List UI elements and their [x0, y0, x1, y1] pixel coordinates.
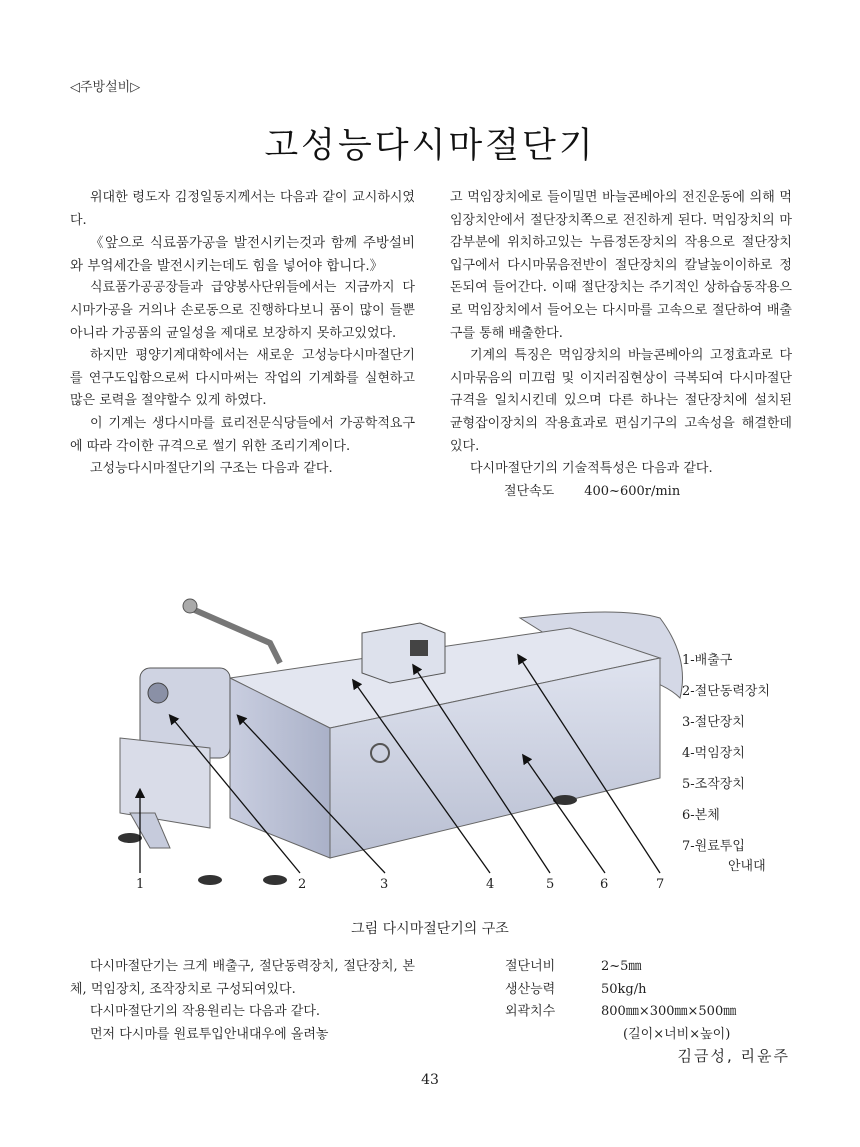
spec-row: [505, 1001, 795, 1024]
callout-number: 3: [380, 877, 389, 892]
section-tag: ◁주방설비▷: [70, 80, 141, 95]
legend-item: 7-원료투입: [682, 839, 745, 854]
paragraph: 위대한 령도자 김정일동지께서는 다음과 같이 교시하시였다.: [70, 190, 415, 228]
speed-spec: [450, 481, 792, 504]
callout-number: 7: [656, 877, 665, 892]
paragraph: 다시마절단기는 크게 배출구, 절단동력장치, 절단장치, 본체, 먹임장치, 조작장치로 구성되여있다.: [70, 959, 415, 997]
callout-number: 2: [298, 877, 307, 892]
right-column: [450, 187, 792, 503]
machine-drawing: [118, 599, 683, 885]
figure-legend: [682, 652, 770, 874]
spec-value: 800㎜×300㎜×500㎜: [601, 1004, 737, 1020]
spec-label: 생산능력: [505, 981, 556, 997]
authors: 김금성, 리윤주: [677, 1047, 790, 1065]
speed-value: 400~600r/min: [584, 483, 681, 499]
legend-item: 안내대: [728, 859, 766, 874]
spec-value: 50kg/h: [601, 981, 647, 997]
legend-item: 6-본체: [682, 808, 720, 823]
paragraph: 기계의 특징은 먹임장치의 바늘콘베아의 고정효과로 다시마묶음의 미끄럼 및 이지러짐현상이 극복되여 다시마절단규격을 일치시킨데 있으며 다른 하나는 절단장치에 설치된 균형잡이장치의 작용효과로 편심기구의 고속성을 해결한데 있다.: [450, 348, 792, 454]
paragraph: 이 기계는 생다시마를 료리전문식당들에서 가공학적요구에 따라 각이한 규격으로 썰기 위한 조리기계이다.: [70, 415, 415, 454]
left-column: [70, 187, 415, 481]
quote-paragraph: 《앞으로 식료품가공을 발전시키는것과 함께 주방설비와 부엌세간을 발전시키는데도 힘을 넣어야 합니다.》: [70, 235, 415, 274]
bottom-left-column: [70, 956, 415, 1046]
spec-label: 외곽치수: [505, 1004, 556, 1020]
spec-label: 절단너비: [505, 959, 556, 974]
paragraph: 다시마절단기의 작용원리는 다음과 같다.: [90, 1004, 321, 1020]
spec-row: [505, 956, 795, 979]
paragraph: 식료품가공공장들과 급양봉사단위들에서는 지금까지 다시마가공을 거의나 손로동으로 진행하다보니 품이 많이 들뿐 아니라 가공품의 균일성을 제대로 보장하지 못하고있었다.: [70, 280, 415, 341]
legend-item: 5-조작장치: [682, 777, 745, 792]
spec-table: [505, 956, 795, 1046]
callout-number: 1: [136, 877, 145, 892]
paragraph: 먼저 다시마를 원료투입안내대우에 올려놓: [90, 1026, 329, 1042]
legend-item: 2-절단동력장치: [682, 684, 771, 699]
machine-figure: [100, 588, 800, 908]
article-title: 고성능다시마절단기: [264, 126, 596, 166]
callout-number: 6: [600, 877, 609, 892]
legend-item: 1-배출구: [682, 653, 733, 668]
spec-row: [505, 979, 795, 1002]
legend-item: 3-절단장치: [682, 715, 745, 730]
spec-value: 2~5㎜: [601, 959, 642, 974]
paragraph: 하지만 평양기계대학에서는 새로운 고성능다시마절단기를 연구도입함으로써 다시마써는 작업의 기계화를 실현하고 많은 로력을 절약할수 있게 하였다.: [70, 348, 415, 409]
speed-label: 절단속도: [504, 483, 555, 499]
paragraph: 다시마절단기의 기술적특성은 다음과 같다.: [470, 461, 713, 477]
paragraph: 고성능다시마절단기의 구조는 다음과 같다.: [90, 461, 333, 477]
paragraph: 고 먹임장치에로 들이밀면 바늘콘베아의 전진운동에 의해 먹임장치안에서 절단장치쪽으로 전진하게 된다. 먹임장치의 마감부분에 위치하고있는 누름정돈장치의 작용으로 절단장치입구에서 다시마묶음전반이 절단장치의 칼날높이이하로 정돈되여 들어간다. 이때 절단장치는 주기적인 상하습동작용으로 먹임장치에서 들어오는 다시마를 고속으로 절단하여 배출구를 통해 배출한다.: [450, 190, 792, 341]
callout-number: 4: [486, 877, 495, 892]
legend-item: 4-먹임장치: [682, 746, 745, 761]
figure-caption: 그림 다시마절단기의 구조: [351, 921, 509, 937]
dimensions-note: (길이×너비×높이): [623, 1026, 731, 1042]
callout-number: 5: [546, 877, 555, 892]
page-number: 43: [421, 1072, 439, 1088]
